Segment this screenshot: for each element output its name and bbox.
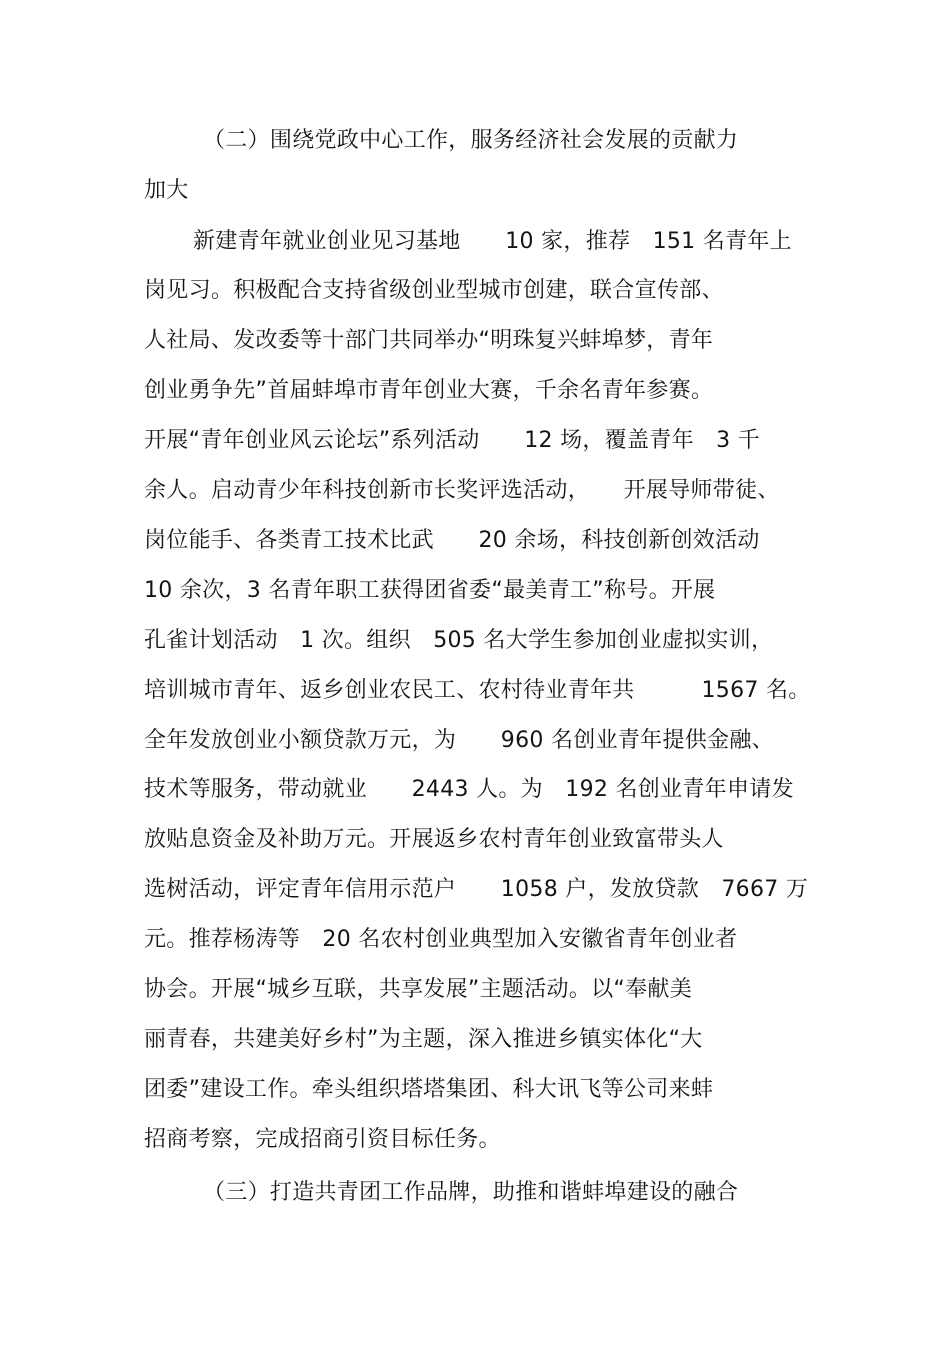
text-line: 开展“青年创业风云论坛”系列活动 12 场，覆盖青年 3 千: [144, 428, 761, 453]
text-line: 选树活动，评定青年信用示范户 1058 户，发放贷款 7667 万: [144, 877, 809, 902]
text-line: 团委”建设工作。牵头组织塔塔集团、科大讯飞等公司来蚌: [144, 1077, 714, 1102]
text-line: 人社局、发改委等十部门共同举办“明珠复兴蚌埠梦，青年: [144, 328, 714, 353]
text-line: 培训城市青年、返乡创业农民工、农村待业青年共 1567 名。: [144, 678, 811, 703]
text-line: 招商考察，完成招商引资目标任务。: [144, 1127, 501, 1152]
text-line: 协会。开展“城乡互联，共享发展”主题活动。以“奉献美: [144, 977, 692, 1002]
text-line: 创业勇争先”首届蚌埠市青年创业大赛，千余名青年参赛。: [144, 378, 714, 403]
text-line: 全年发放创业小额贷款万元，为 960 名创业青年提供金融、: [144, 728, 774, 753]
text-line: 余人。启动青少年科技创新市长奖评选活动， 开展导师带徒、: [144, 478, 780, 503]
text-line: 放贴息资金及补助万元。开展返乡农村青年创业致富带头人: [144, 827, 724, 852]
text-line: 新建青年就业创业见习基地 10 家，推荐 151 名青年上: [193, 229, 792, 254]
section-heading-3: （三）打造共青团工作品牌，助推和谐蚌埠建设的融合: [203, 1180, 739, 1205]
text-line: 技术等服务，带动就业 2443 人。为 192 名创业青年申请发: [144, 777, 794, 802]
text-line: 丽青春，共建美好乡村”为主题，深入推进乡镇实体化“大: [144, 1027, 703, 1052]
text-line: 岗见习。积极配合支持省级创业型城市创建，联合宣传部、: [144, 278, 724, 303]
text-line: 元。推荐杨涛等 20 名农村创业典型加入安徽省青年创业者: [144, 927, 738, 952]
text-line: 10 余次，3 名青年职工获得团省委“最美青工”称号。开展: [144, 578, 716, 603]
text-line: 岗位能手、各类青工技术比武 20 余场，科技创新创效活动: [144, 528, 760, 553]
section-heading-2: （二）围绕党政中心工作，服务经济社会发展的贡献力: [203, 128, 739, 153]
text-line: 孔雀计划活动 1 次。组织 505 名大学生参加创业虚拟实训，: [144, 628, 774, 653]
text-line: 加大: [144, 178, 189, 203]
